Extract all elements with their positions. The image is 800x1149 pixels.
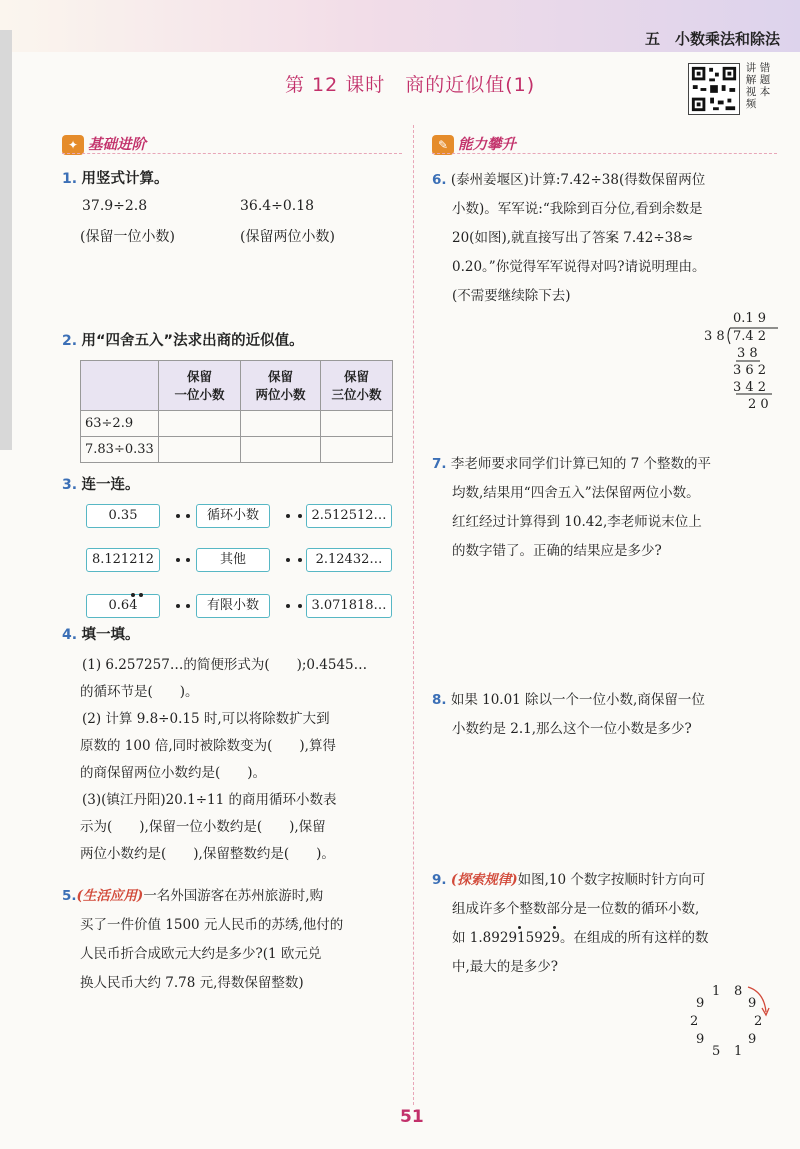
q1-note-b: (保留两位小数) [240, 229, 335, 245]
question-6: 6. (泰州姜堰区)计算:7.42÷38(得数保留两位 小数)。军军说:“我除到百分位,看到余数是 20(如图),就直接写出了答案 7.42÷38≈ 0.20。”你觉得军军说得对吗?请说明理由。 (不需要继续除下去) [432, 172, 706, 304]
connect-dot[interactable] [298, 558, 302, 562]
runner-icon: ✦ [62, 135, 84, 155]
table-row [81, 437, 393, 463]
match-right-2[interactable]: 2.12432… [306, 548, 392, 572]
answer-cell[interactable] [241, 411, 321, 437]
remainder: 2 0 [748, 397, 769, 412]
answer-cell[interactable] [159, 437, 241, 463]
connect-dot[interactable] [286, 514, 290, 518]
connect-dot[interactable] [176, 558, 180, 562]
col-three-decimal: 保留 三位小数 [321, 361, 393, 411]
qr-label: 讲 错 解 题 视 本 频 [745, 62, 771, 110]
match-middle-2[interactable]: 其他 [196, 548, 270, 572]
connect-dot[interactable] [186, 604, 190, 608]
connect-dot[interactable] [176, 514, 180, 518]
row-label: 63÷2.9 [81, 411, 159, 437]
division-step: 3 6 2 [733, 363, 767, 378]
connect-dot[interactable] [186, 514, 190, 518]
question-4: 4. 填一填。 [62, 627, 140, 643]
question-1: 1. 用竖式计算。 [62, 171, 169, 187]
circle-digit: 8 [734, 984, 743, 999]
match-left-2[interactable]: 8.121212 [86, 548, 160, 572]
repeat-dot [131, 593, 135, 597]
match-left-1[interactable]: 0.35 [86, 504, 160, 528]
question-8: 8. 如果 10.01 除以一个一位小数,商保留一位 小数约是 2.1,那么这个一位小数是多少? [432, 692, 705, 737]
section-rule [62, 153, 402, 154]
quotient: 0.1 9 [733, 311, 767, 326]
question-5: 5.(生活应用)一名外国游客在苏州旅游时,购 买了一件价值 1500 元人民币的苏绣,他付的 人民币折合成欧元大约是多少?(1 欧元兑 换人民币大约 7.78 元,得数保留整数) [62, 888, 344, 991]
question-3: 3. 连一连。 [62, 477, 140, 493]
qr-code-icon[interactable] [688, 63, 740, 115]
divisor: 3 8 [704, 329, 725, 344]
question-9: 9. (探索规律)如图,10 个数字按顺时针方向可 组成许多个整数部分是一位数的循环小数, 如 1.892915929。在组成的所有这样的数 中,最大的是多少? [432, 872, 709, 975]
chapter-title: 五 小数乘法和除法 [644, 30, 780, 48]
question-2: 2. 用“四舍五入”法求出商的近似值。 [62, 333, 304, 349]
clockwise-arrow-icon [742, 984, 772, 1024]
section-basic: ✦ 基础进阶 [62, 133, 146, 157]
approx-table [80, 360, 393, 463]
climb-icon: ✎ [432, 135, 454, 155]
repeat-dot [518, 926, 521, 929]
match-left-3[interactable]: 0.64 [86, 594, 160, 618]
page-number: 51 [400, 1107, 424, 1127]
connect-dot[interactable] [176, 604, 180, 608]
lesson-title: 第 12 课时 商的近似值(1) [285, 74, 536, 96]
question-7: 7. 李老师要求同学们计算已知的 7 个整数的平 均数,结果用“四舍五入”法保留两位小数。 红红经过计算得到 10.42,李老师说末位上 的数字错了。正确的结果应是多少? [432, 456, 711, 559]
circle-digit: 2 [690, 1014, 699, 1029]
division-step: 3 4 2 [733, 380, 767, 395]
table-row [81, 411, 393, 437]
q1-problem-b: 36.4÷0.18 [240, 198, 315, 214]
section-advanced: ✎ 能力攀升 [432, 133, 516, 157]
answer-cell[interactable] [159, 411, 241, 437]
repeat-dot [139, 593, 143, 597]
match-right-1[interactable]: 2.512512… [306, 504, 392, 528]
answer-cell[interactable] [321, 437, 393, 463]
dividend: 7.4 2 [733, 329, 767, 344]
circle-digit: 9 [748, 1032, 757, 1047]
col-one-decimal: 保留 一位小数 [159, 361, 241, 411]
circle-digit: 9 [696, 996, 705, 1011]
row-label: 7.83÷0.33 [81, 437, 159, 463]
circle-digit: 1 [734, 1044, 743, 1059]
division-step: 3 8 [737, 346, 758, 361]
connect-dot[interactable] [186, 558, 190, 562]
connect-dot[interactable] [298, 604, 302, 608]
circle-digit: 9 [696, 1032, 705, 1047]
circle-digit: 2 [754, 1014, 763, 1029]
answer-cell[interactable] [241, 437, 321, 463]
match-middle-1[interactable]: 循环小数 [196, 504, 270, 528]
connect-dot[interactable] [298, 514, 302, 518]
q1-note-a: (保留一位小数) [80, 229, 175, 245]
q1-problem-a: 37.9÷2.8 [82, 198, 148, 214]
page-edge [0, 30, 12, 450]
q4-body: (1) 6.257257…的简便形式为( );0.4545… 的循环节是( )。 (2) 计算 9.8÷0.15 时,可以将除数扩大到 原数的 100 倍,同时被除数变为( ),算得 的商保留两位小数约是( )。 (3)(镇江丹阳)20.1÷11 的商用循环小数表 示为( ),保留一位小数约是( ),保留 两位小数约是( ),保留整数约是( )。 [80, 657, 368, 862]
repeat-dot [553, 926, 556, 929]
column-divider [413, 125, 414, 1105]
connect-dot[interactable] [286, 558, 290, 562]
answer-cell[interactable] [321, 411, 393, 437]
match-right-3[interactable]: 3.071818… [306, 594, 392, 618]
col-two-decimal: 保留 两位小数 [241, 361, 321, 411]
section-rule [432, 153, 777, 154]
match-middle-3[interactable]: 有限小数 [196, 594, 270, 618]
circle-digit: 5 [712, 1044, 721, 1059]
circle-digit: 1 [712, 984, 721, 999]
circle-digit: 9 [748, 996, 757, 1011]
connect-dot[interactable] [286, 604, 290, 608]
